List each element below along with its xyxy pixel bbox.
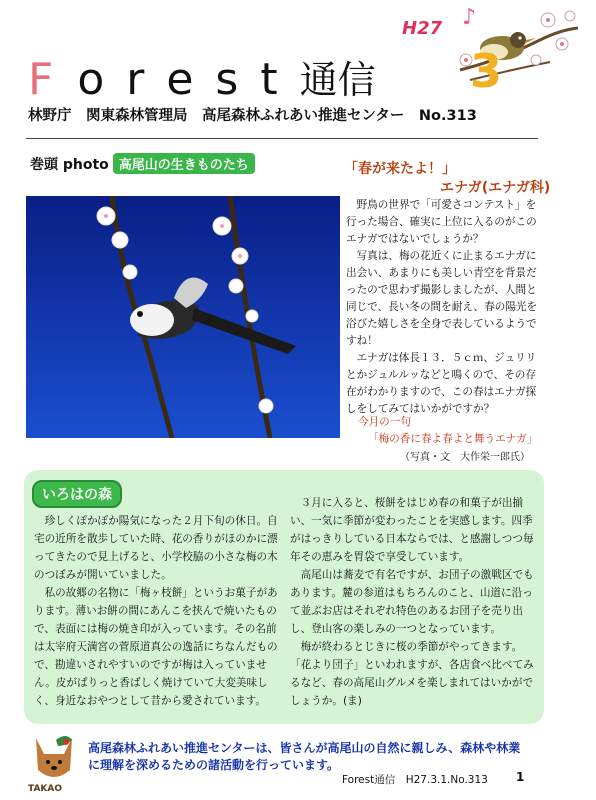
feature-kicker-pill: 高尾山の生きものたち	[113, 153, 255, 174]
title-letter-f: F	[28, 54, 54, 105]
feature-species: エナガ(エナガ科)	[440, 180, 551, 196]
iroha-paragraph: 高尾山は蕎麦で有名ですが、お団子の激戦区でもあります。麓の参道はもちろんのこと、山道に沿って並ぶお店はそれぞれ特色のあるお団子を売り出し、登山客の楽しみの一つとなっています。	[290, 569, 534, 635]
title-japanese: 通信	[299, 58, 376, 102]
iroha-paragraph: ３月に入ると、桜餅をはじめ春の和菓子が出揃い、一気に季節が変わったことを実感します。四季がはっきりしている日本ならでは、と感謝しつつ毎年その恵みを胃袋で享受しています。	[290, 497, 534, 563]
issue-year-badge: H27	[402, 18, 443, 39]
masthead-title	[28, 44, 378, 104]
issue-month: 3	[470, 44, 503, 98]
title-letter-r: r	[126, 54, 145, 105]
svg-text:♪: ♪	[462, 5, 477, 30]
title-letter-s: s	[215, 54, 239, 105]
haiku-text: 「梅の香に春よ春よと舞うエナガ」	[368, 433, 538, 445]
photo-credit: （写真・文 大作栄一郎氏）	[400, 452, 530, 463]
page-number: 1	[516, 770, 525, 784]
title-letter-e: e	[166, 54, 194, 105]
iroha-paragraph: 私の故郷の名物に「梅ヶ枝餅」というお菓子があります。薄いお餅の間にあんこを挟んで焼いたもので、表面には梅の焼き印が入っています。その名前は太宰府天満宮の菅原道真公の逸話にちなんだもので、勘違いされやすいのですが梅は入っていません。皮がぱりっと香ばしく焼けていて大変美味しく、身近なおやつとして昔から愛されています。	[34, 587, 278, 707]
feature-paragraph: エナガは体長１３．５ｃｍ、ジュリリとかジュルルッなどと鳴くので、その存在がわかりますので、この春はエナガ探しをしてみてはいかがですか？	[346, 352, 537, 415]
feature-body	[346, 197, 542, 418]
haiku-heading: 今月の一句	[358, 416, 411, 428]
long-tailed-tit-photo	[26, 196, 340, 438]
footer-message: 高尾森林ふれあい推進センターは、皆さんが高尾山の自然に親しみ、森林や林業に理解を深めるための諸活動を行っています。	[88, 741, 521, 772]
feature-kicker	[30, 153, 255, 174]
title-letter-o: o	[77, 54, 105, 105]
feature-kicker-label: 巻頭 photo	[30, 157, 109, 173]
bird-illustration-icon	[440, 0, 580, 92]
feature-paragraph: 野鳥の世界で「可愛さコンテスト」を行った場合、確実に上位に入るのがこのエナガではないでしょうか？	[346, 199, 537, 245]
mascot-caption: TAKAO	[28, 784, 62, 794]
title-letter-t: t	[260, 54, 278, 105]
iroha-label: いろはの森	[32, 480, 122, 508]
takao-mascot	[26, 728, 82, 794]
organization-line: 林野庁 関東森林管理局 高尾森林ふれあい推進センター No.313	[28, 108, 477, 124]
iroha-paragraph: 梅が終わるとじきに桜の季節がやってきます。「花より団子」といわれますが、各店食べ比べてみるなど、春の高尾山グルメを楽しまれてはいかがでしょうか。(ま)	[290, 641, 534, 707]
iroha-right-column	[290, 494, 536, 710]
iroha-left-column	[34, 512, 278, 710]
iroha-paragraph: 珍しくぽかぽか陽気になった２月下旬の休日。自宅の近所を散歩していた時、花の香りがほのかに漂ってきたので見上げると、小学校脇の小さな梅の木のつぼみが開いていました。	[34, 515, 278, 581]
masthead-divider	[26, 138, 538, 139]
footer-issue-id: Forest通信 H27.3.1.No.313	[342, 774, 488, 786]
feature-title: 「春が来たよ！」	[344, 161, 456, 177]
feature-paragraph: 写真は、梅の花近くに止まるエナガに出会い、あまりにも美しい青空を背景だったので思わず撮影しましたが、人間と同じで、長い冬の間を耐え、春の陽光を浴びた嬉しさを全身で表しているようですね！	[346, 250, 538, 347]
